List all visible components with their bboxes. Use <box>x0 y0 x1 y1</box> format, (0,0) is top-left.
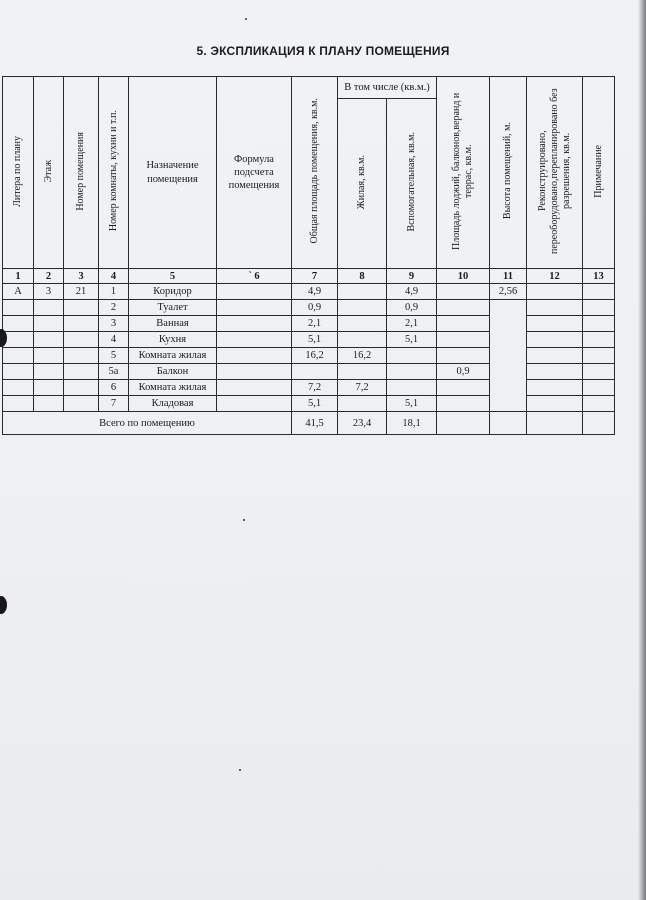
cell-premise <box>64 348 99 364</box>
cell-floor <box>34 348 64 364</box>
column-number: 5 <box>129 269 217 284</box>
cell-recon <box>527 284 583 300</box>
cell-room: 4 <box>99 332 129 348</box>
cell-living: 16,2 <box>338 348 387 364</box>
column-number: 7 <box>292 269 338 284</box>
column-number: 1 <box>3 269 34 284</box>
cell-aux: 4,9 <box>387 284 437 300</box>
cell-height <box>490 380 527 396</box>
cell-room: 2 <box>99 300 129 316</box>
column-number: 4 <box>99 269 129 284</box>
cell-purpose: Туалет <box>129 300 217 316</box>
cell-room: 5 <box>99 348 129 364</box>
cell-premise <box>64 380 99 396</box>
cell-total: 5,1 <box>292 396 338 412</box>
cell-recon <box>527 396 583 412</box>
cell-purpose: Комната жилая <box>129 348 217 364</box>
cell-aux: 5,1 <box>387 332 437 348</box>
cell-living <box>338 316 387 332</box>
punch-hole <box>0 596 7 614</box>
cell-note <box>583 284 615 300</box>
cell-formula <box>217 348 292 364</box>
cell-height <box>490 396 527 412</box>
cell-floor <box>34 332 64 348</box>
header-litera: Литера по плану <box>3 77 34 269</box>
document-title: 5. ЭКСПЛИКАЦИЯ К ПЛАНУ ПОМЕЩЕНИЯ <box>196 44 450 58</box>
cell-floor <box>34 364 64 380</box>
paper-speck <box>239 769 241 771</box>
cell-height: 2,56 <box>490 284 527 300</box>
total-label: Всего по помещению <box>3 412 292 435</box>
cell-floor <box>34 316 64 332</box>
paper-speck <box>245 18 247 20</box>
cell-purpose: Кухня <box>129 332 217 348</box>
total-row <box>3 412 615 435</box>
column-number: 12 <box>527 269 583 284</box>
header-formula: Формула подсчета помещения <box>217 77 292 269</box>
cell-room: 6 <box>99 380 129 396</box>
table-row <box>3 300 615 316</box>
cell-aux <box>387 380 437 396</box>
column-number: 13 <box>583 269 615 284</box>
header-note: Примечание <box>583 77 615 269</box>
cell-floor <box>34 396 64 412</box>
cell-balcony <box>437 332 490 348</box>
cell-total: 4,9 <box>292 284 338 300</box>
column-number: 9 <box>387 269 437 284</box>
cell-height <box>490 364 527 380</box>
cell-total: 5,1 <box>292 332 338 348</box>
header-premise-number: Номер помещения <box>64 77 99 269</box>
cell-premise <box>64 332 99 348</box>
cell-balcony <box>437 300 490 316</box>
paper-speck <box>243 519 245 521</box>
cell-premise <box>64 316 99 332</box>
cell-total: 7,2 <box>292 380 338 396</box>
cell-purpose: Коридор <box>129 284 217 300</box>
cell-litera <box>3 332 34 348</box>
cell-balcony <box>437 380 490 396</box>
cell-premise <box>64 396 99 412</box>
total-area: 41,5 <box>292 412 338 435</box>
cell-litera: А <box>3 284 34 300</box>
cell-height <box>490 316 527 332</box>
table-row <box>3 348 615 364</box>
cell-recon <box>527 300 583 316</box>
cell-balcony <box>437 284 490 300</box>
cell-room: 5а <box>99 364 129 380</box>
cell-formula <box>217 364 292 380</box>
cell-balcony <box>437 396 490 412</box>
cell-note <box>583 300 615 316</box>
cell-balcony <box>437 348 490 364</box>
cell-total <box>292 364 338 380</box>
cell-formula <box>217 380 292 396</box>
cell-litera <box>3 380 34 396</box>
cell-recon <box>527 380 583 396</box>
cell-note <box>583 332 615 348</box>
column-number: 3 <box>64 269 99 284</box>
cell-purpose: Балкон <box>129 364 217 380</box>
cell-litera <box>3 300 34 316</box>
header-living-area: Жилая, кв.м. <box>338 99 387 269</box>
cell-aux <box>387 364 437 380</box>
cell-note <box>583 364 615 380</box>
column-number: 2 <box>34 269 64 284</box>
table-row <box>3 332 615 348</box>
table-row <box>3 316 615 332</box>
header-balcony-area: Площадь лоджий, балконов,веранд и террас, кв.м. <box>437 77 490 269</box>
cell-floor: 3 <box>34 284 64 300</box>
cell-litera <box>3 396 34 412</box>
cell-room: 3 <box>99 316 129 332</box>
column-number: 8 <box>338 269 387 284</box>
cell-recon <box>527 316 583 332</box>
total-note <box>583 412 615 435</box>
cell-litera <box>3 364 34 380</box>
cell-height <box>490 348 527 364</box>
cell-litera <box>3 316 34 332</box>
cell-height <box>490 332 527 348</box>
cell-premise <box>64 364 99 380</box>
table-row <box>3 380 615 396</box>
cell-floor <box>34 380 64 396</box>
cell-note <box>583 396 615 412</box>
table-row <box>3 396 615 412</box>
header-total-area: Общая площадь помещения, кв.м. <box>292 77 338 269</box>
cell-litera <box>3 348 34 364</box>
total-height <box>490 412 527 435</box>
header-reconstructed: Реконструировано, переоборудовано,перепланировано без разрешения, кв.м. <box>527 77 583 269</box>
cell-formula <box>217 284 292 300</box>
cell-total: 16,2 <box>292 348 338 364</box>
cell-aux <box>387 348 437 364</box>
column-number: ` 6 <box>217 269 292 284</box>
cell-total: 0,9 <box>292 300 338 316</box>
column-number: 10 <box>437 269 490 284</box>
total-balcony <box>437 412 490 435</box>
explication-table <box>2 76 615 435</box>
table-row <box>3 284 615 300</box>
page-edge-shadow <box>638 0 646 900</box>
header-height: Высота помещений, м. <box>490 77 527 269</box>
cell-room: 1 <box>99 284 129 300</box>
column-number: 11 <box>490 269 527 284</box>
cell-living <box>338 332 387 348</box>
table-row <box>3 364 615 380</box>
cell-living <box>338 284 387 300</box>
cell-aux: 5,1 <box>387 396 437 412</box>
cell-note <box>583 380 615 396</box>
cell-purpose: Комната жилая <box>129 380 217 396</box>
cell-living <box>338 396 387 412</box>
header-floor: Этаж <box>34 77 64 269</box>
column-numbers-row <box>3 269 615 284</box>
cell-balcony <box>437 316 490 332</box>
cell-note <box>583 348 615 364</box>
cell-formula <box>217 300 292 316</box>
header-purpose: Назначение помещения <box>129 77 217 269</box>
cell-premise: 21 <box>64 284 99 300</box>
cell-height <box>490 300 527 316</box>
cell-recon <box>527 332 583 348</box>
total-recon <box>527 412 583 435</box>
cell-aux: 0,9 <box>387 300 437 316</box>
total-living: 23,4 <box>338 412 387 435</box>
cell-recon <box>527 364 583 380</box>
header-aux-area: Вспомогательная, кв.м. <box>387 99 437 269</box>
header-room-number: Номер комнаты, кухни и т.п. <box>99 77 129 269</box>
cell-formula <box>217 332 292 348</box>
cell-note <box>583 316 615 332</box>
cell-formula <box>217 396 292 412</box>
cell-formula <box>217 316 292 332</box>
cell-room: 7 <box>99 396 129 412</box>
cell-living: 7,2 <box>338 380 387 396</box>
cell-balcony: 0,9 <box>437 364 490 380</box>
cell-total: 2,1 <box>292 316 338 332</box>
cell-premise <box>64 300 99 316</box>
cell-purpose: Ванная <box>129 316 217 332</box>
cell-purpose: Кладовая <box>129 396 217 412</box>
header-including-group: В том числе (кв.м.) <box>338 77 437 99</box>
cell-recon <box>527 348 583 364</box>
cell-aux: 2,1 <box>387 316 437 332</box>
cell-living <box>338 364 387 380</box>
cell-floor <box>34 300 64 316</box>
total-aux: 18,1 <box>387 412 437 435</box>
cell-living <box>338 300 387 316</box>
